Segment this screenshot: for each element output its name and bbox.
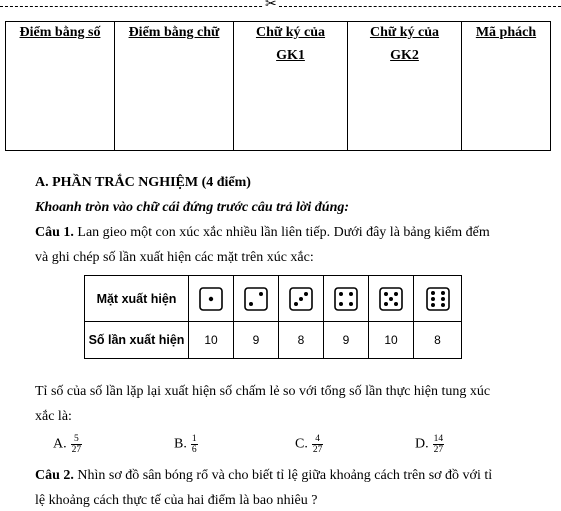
q1-text-line1: Lan gieo một con xúc xắc nhiều lần liên tiếp. Dưới đây là bảng kiểm đếm (73, 225, 490, 240)
q2-text-line1: Nhìn sơ đồ sân bóng rổ và cho biết tỉ lệ giữa khoảng cách trên sơ đồ với tỉ (73, 468, 493, 483)
face-cell (234, 276, 279, 322)
numerator: 5 (71, 434, 83, 445)
face-cell (324, 276, 369, 322)
section-title: A. PHẦN TRẮC NGHIỆM (4 điểm) (35, 175, 251, 190)
q1-text-line2: và ghi chép số lần xuất hiện các mặt trên xúc xắc: (35, 250, 314, 265)
q1-stem-line2: xắc là: (35, 409, 72, 424)
score-number-label: Điểm bằng số (19, 25, 101, 40)
score-table (5, 21, 551, 151)
denominator: 27 (71, 445, 82, 455)
q2-text-line2: lệ khoảng cách thực tế của hai điểm là bao nhiêu ? (35, 493, 318, 508)
q1-label: Câu 1. (35, 225, 74, 240)
gk1-label-line2: GK1 (276, 48, 305, 63)
option-a[interactable] (53, 434, 82, 455)
gk1-signature-cell[interactable] (234, 22, 348, 151)
denominator: 27 (312, 445, 323, 455)
die-face-4-icon (334, 287, 358, 311)
die-face-6-icon (426, 287, 450, 311)
option-letter: C. (295, 436, 308, 452)
q2-label: Câu 2. (35, 468, 74, 483)
count-cell: 10 (189, 322, 234, 359)
secret-code-cell[interactable] (462, 22, 551, 151)
instruction: Khoanh tròn vào chữ cái đứng trước câu trả lời đúng: (35, 200, 350, 215)
q2-line1 (35, 468, 492, 484)
option-letter: D. (415, 436, 429, 452)
numerator: 14 (433, 434, 444, 444)
die-face-1-icon (199, 287, 223, 311)
option-d[interactable] (415, 434, 444, 455)
cut-line (0, 6, 561, 8)
gk2-label-line2: GK2 (390, 48, 419, 63)
face-cell (189, 276, 234, 322)
gk2-label-line1: Chữ ký của (369, 25, 440, 40)
score-words-label: Điểm bằng chữ (128, 25, 220, 40)
denominator: 6 (191, 445, 197, 455)
numerator: 4 (312, 434, 324, 445)
count-cell: 9 (234, 322, 279, 359)
option-fraction (433, 434, 445, 455)
score-number-cell[interactable] (6, 22, 115, 151)
option-b[interactable] (174, 434, 198, 455)
count-row-header: Số lần xuất hiện (85, 322, 189, 359)
count-cell: 10 (369, 322, 414, 359)
die-face-5-icon (379, 287, 403, 311)
score-words-cell[interactable] (115, 22, 234, 151)
gk2-signature-cell[interactable] (348, 22, 462, 151)
scissors-icon: ✂ (265, 0, 277, 12)
q1-line1 (35, 225, 490, 241)
face-row-header: Mặt xuất hiện (85, 276, 189, 322)
die-face-2-icon (244, 287, 268, 311)
face-cell (279, 276, 324, 322)
dice-table (84, 275, 462, 359)
option-fraction (71, 434, 83, 455)
face-cell (414, 276, 462, 322)
option-c[interactable] (295, 434, 323, 455)
denominator: 27 (433, 445, 444, 455)
gk1-label-line1: Chữ ký của (255, 25, 326, 40)
option-fraction (191, 434, 198, 455)
face-cell (369, 276, 414, 322)
q1-stem-line1: Tỉ số của số lần lặp lại xuất hiện số chấm lẻ so với tổng số lần thực hiện tung xúc (35, 384, 491, 399)
count-cell: 8 (279, 322, 324, 359)
secret-code-label: Mã phách (475, 25, 537, 40)
count-cell: 9 (324, 322, 369, 359)
die-face-3-icon (289, 287, 313, 311)
option-letter: A. (53, 436, 67, 452)
numerator: 1 (191, 434, 197, 444)
option-fraction (312, 434, 324, 455)
option-letter: B. (174, 436, 187, 452)
count-cell: 8 (414, 322, 462, 359)
